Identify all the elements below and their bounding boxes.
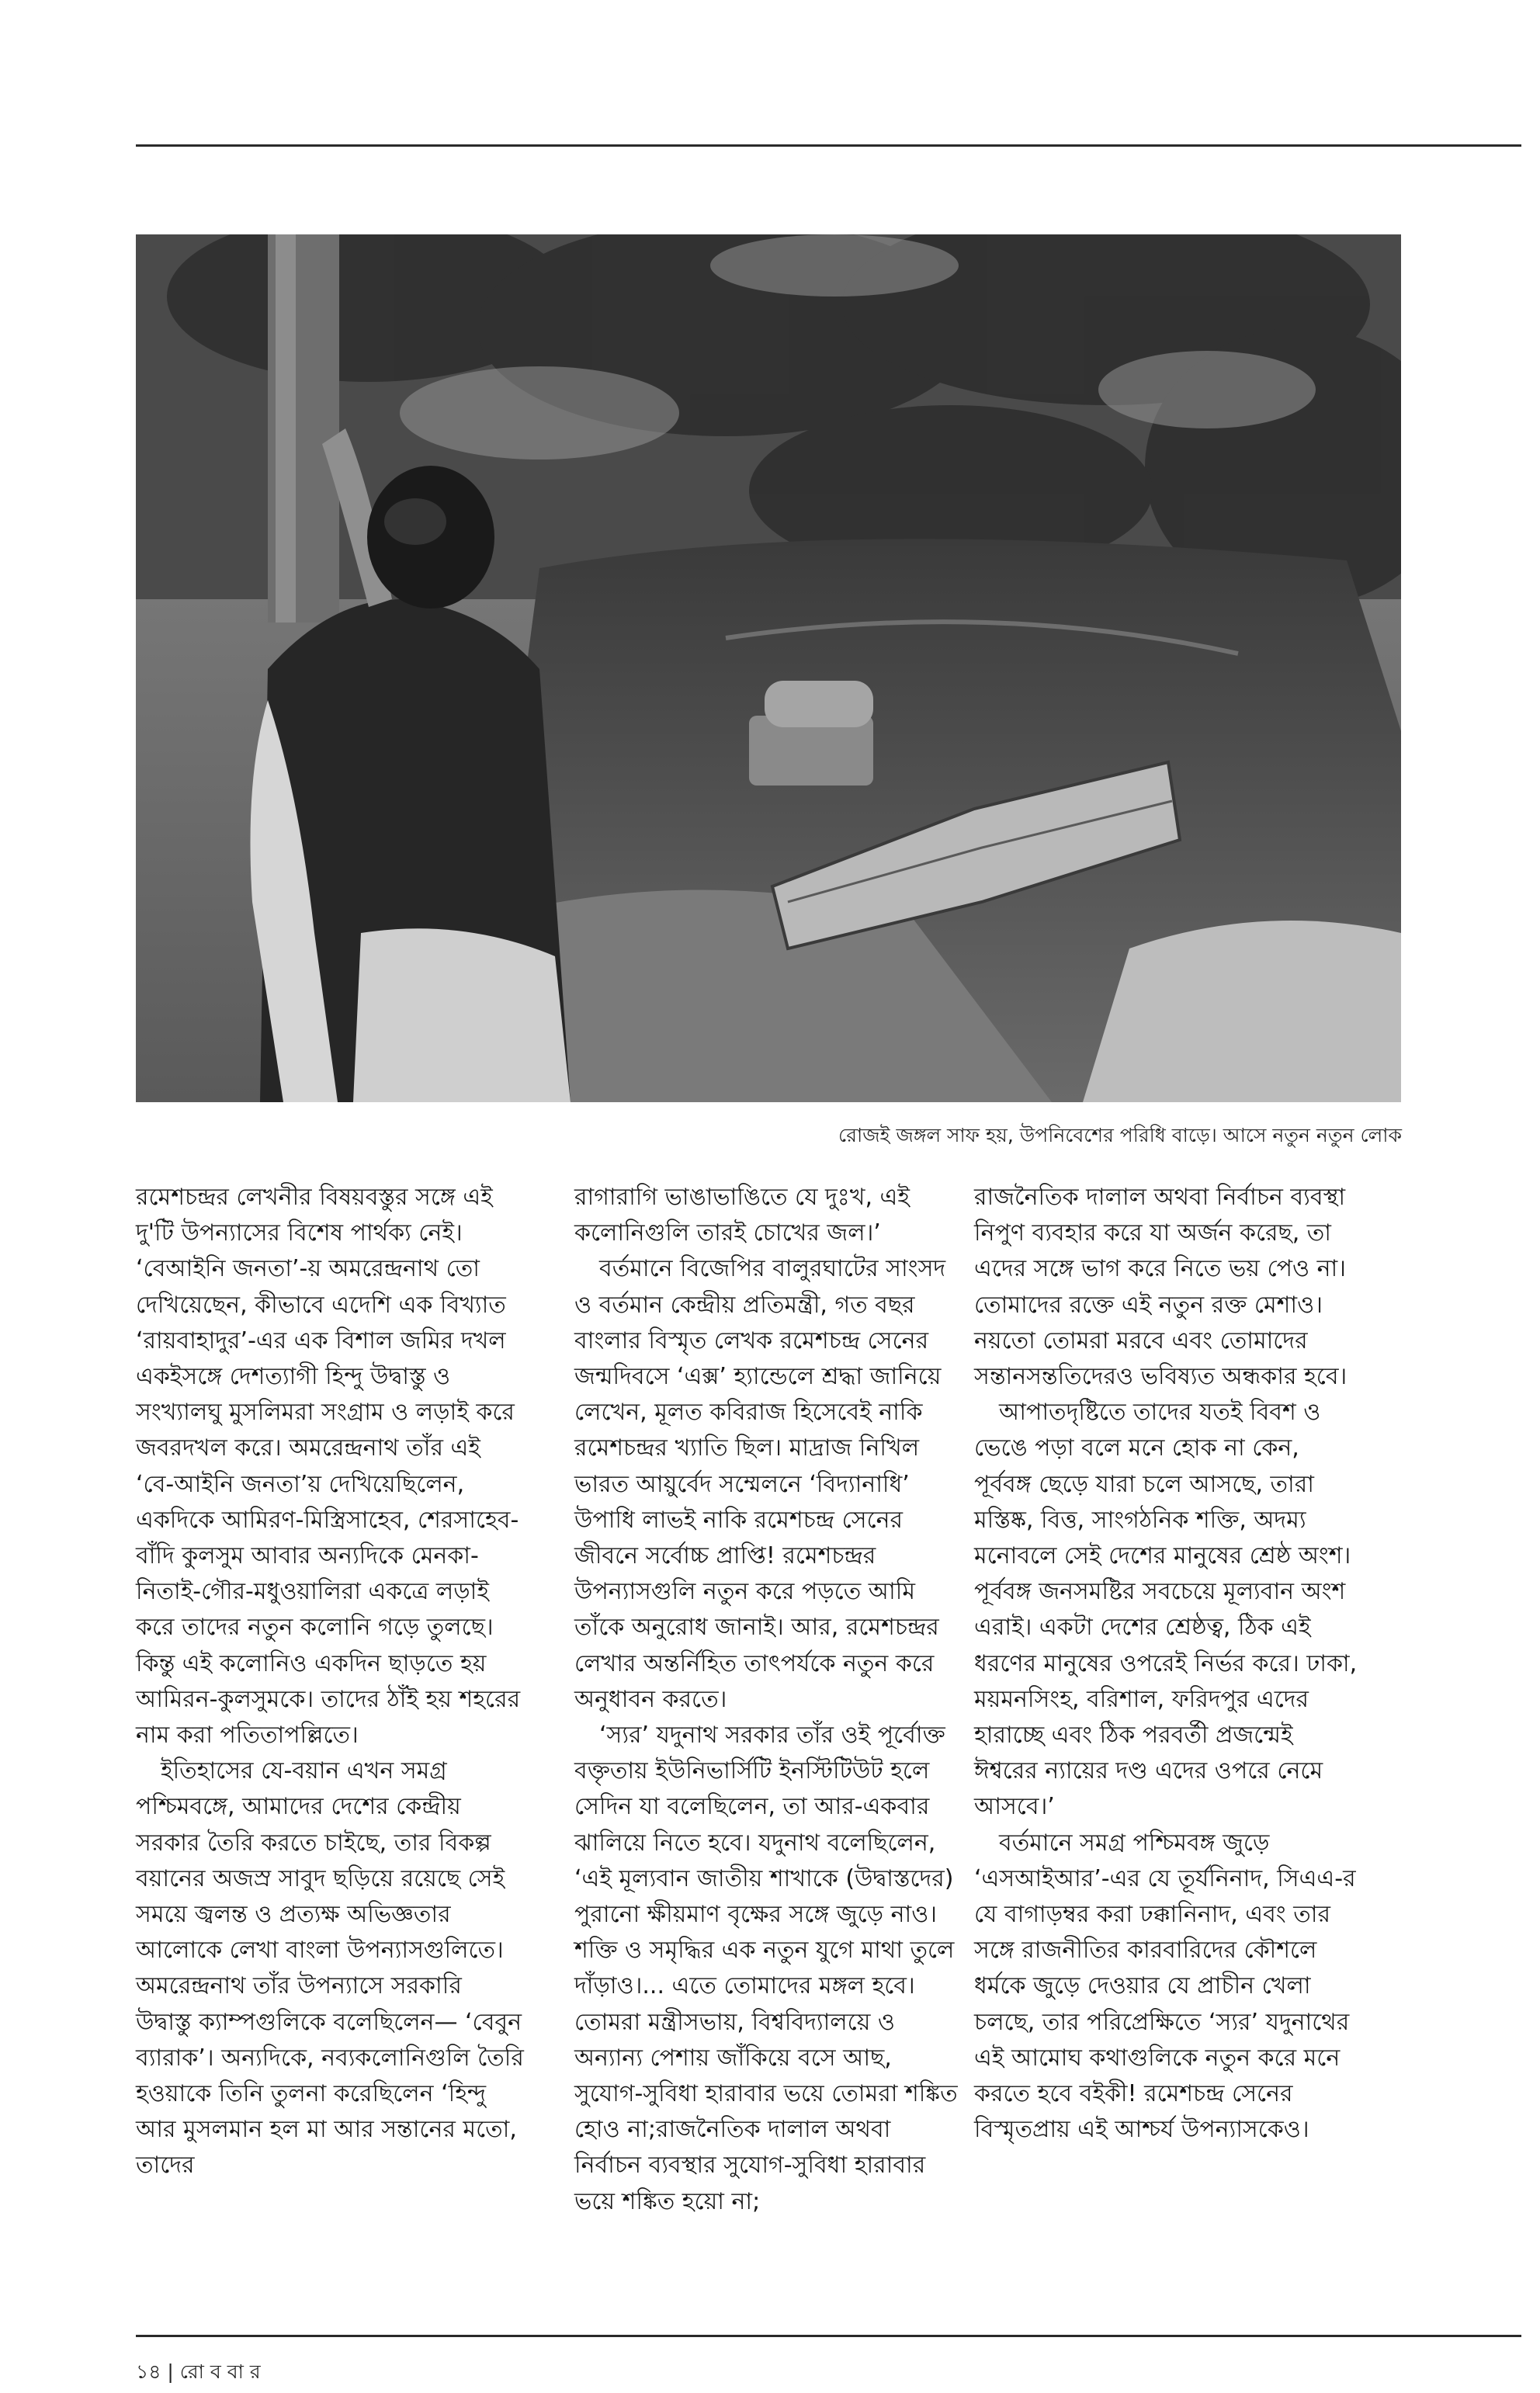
text-column-1 — [136, 1180, 524, 2184]
paragraph: বর্তমানে বিজেপির বালুরঘাটের সাংসদ ও বর্তমান কেন্দ্রীয় প্রতিমন্ত্রী, গত বছর বাংলার বিস্মৃত লেখক রমেশচন্দ্র সেনের জন্মদিবসে ‘এক্স’ হ্যান্ডেলে শ্রদ্ধা জানিয়ে লেখেন, মূলত কবিরাজ হিসেবেই নাকি রমেশচন্দ্রর খ্যাতি ছিল। মাদ্রাজ নিখিল ভারত আয়ুর্বেদ সম্মেলনে ‘বিদ্যানাধি’ উপাধি লাভই নাকি রমেশচন্দ্র সেনের জীবনে সর্বোচ্চ প্রাপ্তি! রমেশচন্দ্রর উপন্যাসগুলি নতুন করে পড়তে আমি তাঁকে অনুরোধ জানাই। আর, রমেশচন্দ্রর লেখার অন্তর্নিহিত তাৎপর্যকে নতুন করে অনুধাবন করতে। — [574, 1255, 946, 1713]
paragraph: রাজনৈতিক দালাল অথবা নির্বাচন ব্যবস্থা নিপুণ ব্যবহার করে যা অর্জন করেছ, তা এদের সঙ্গে ভাগ করে নিতে ভয় পেও না। তোমাদের রক্তে এই নতুন রক্ত মেশাও। নয়তো তোমরা মরবে এবং তোমাদের সন্তানসন্ততিদেরও ভবিষ্যত অন্ধকার হবে। — [974, 1184, 1348, 1391]
text-column-2 — [574, 1180, 962, 2220]
paragraph: বর্তমানে সমগ্র পশ্চিমবঙ্গ জুড়ে ‘এসআইআর’-এর যে তূর্যনিনাদ, সিএএ-র যে বাগাড়ম্বর করা ঢক্কানিনাদ, এবং তার সঙ্গে রাজনীতির কারবারিদের কৌশলে ধর্মকে জুড়ে দেওয়ার যে প্রাচীন খেলা চলছে, তার পরিপ্রেক্ষিতে ‘স্যর’ যদুনাথের এই আমোঘ কথাগুলিকে নতুন করে মনে করতে হবে বইকী! রমেশচন্দ্র সেনের বিস্মৃতপ্রায় এই আশ্চর্য উপন্যাসকেও। — [974, 1829, 1356, 2144]
paragraph: রমেশচন্দ্রর লেখনীর বিষয়বস্তুর সঙ্গে এই দু'টি উপন্যাসের বিশেষ পার্থক্য নেই। ‘বেআইনি জনতা’-য় অমরেন্দ্রনাথ তো দেখিয়েছেন, কীভাবে এদেশি এক বিখ্যাত ‘রায়বাহাদুর’-এর এক বিশাল জমির দখল একইসঙ্গে দেশত্যাগী হিন্দু উদ্বাস্তু ও সংখ্যালঘু মুসলিমরা সংগ্রাম ও লড়াই করে জবরদখল করে। অমরেন্দ্রনাথ তাঁর এই ‘বে-আইনি জনতা’য় দেখিয়েছিলেন, একদিকে আমিরণ-মিস্ত্রিসাহেব, শেরসাহেব-বাঁদি কুলসুম আবার অন্যদিকে মেনকা-নিতাই-গৌর-মধুওয়ালিরা একত্রে লড়াই করে তাদের নতুন কলোনি গড়ে তুলছে। কিন্তু এই কলোনিও একদিন ছাড়তে হয় আমিরন-কুলসুমকে। তাদের ঠাঁই হয় শহরের নাম করা পতিতাপল্লিতে। — [136, 1184, 521, 1750]
page-folio: ১৪ | রো ব বা র — [136, 2360, 261, 2383]
paragraph: আপাতদৃষ্টিতে তাদের যতই বিবশ ও ভেঙে পড়া বলে মনে হোক না কেন, পূর্ববঙ্গ ছেড়ে যারা চলে আসছে, তারা মস্তিষ্ক, বিত্ত, সাংগঠনিক শক্তি, অদম্য মনোবলে সেই দেশের মানুষের শ্রেষ্ঠ অংশ। পূর্ববঙ্গ জনসমষ্টির সবচেয়ে মূল্যবান অংশ এরাই। একটা দেশের শ্রেষ্ঠত্ব, ঠিক এই ধরণের মানুষের ওপরেই নির্ভর করে। ঢাকা, ময়মনসিংহ, বরিশাল, ফরিদপুর এদের হারাচ্ছে এবং ঠিক পরবর্তী প্রজন্মেই ঈশ্বরের ন্যায়ের দণ্ড এদের ওপরে নেমে আসবে।’ — [974, 1399, 1358, 1821]
paragraph: ‘স্যর’ যদুনাথ সরকার তাঁর ওই পূর্বোক্ত বক্তৃতায় ইউনিভার্সিটি ইনস্টিটিউট হলে সেদিন যা বলেছিলেন, তা আর-একবার ঝালিয়ে নিতে হবে। যদুনাথ বলেছিলেন, ‘এই মূল্যবান জাতীয় শাখাকে (উদ্বাস্তদের) পুরানো ক্ষীয়মাণ বৃক্ষের সঙ্গে জুড়ে নাও। শক্তি ও সমৃদ্ধির এক নতুন যুগে মাথা তুলে দাঁড়াও।... এতে তোমাদের মঙ্গল হবে। তোমরা মন্ত্রীসভায়, বিশ্ববিদ্যালয়ে ও অন্যান্য পেশায় জাঁকিয়ে বসে আছ, সুযোগ-সুবিধা হারাবার ভয়ে তোমরা শঙ্কিত হোও না;রাজনৈতিক দালাল অথবা নির্বাচন ব্যবস্থার সুযোগ-সুবিধা হারাবার ভয়ে শঙ্কিত হয়ো না; — [574, 1722, 958, 2215]
top-rule — [136, 144, 1521, 147]
text-column-3 — [974, 1180, 1362, 2148]
bottom-rule — [136, 2335, 1521, 2337]
photo-caption: রোজই জঙ্গল সাফ হয়, উপনিবেশের পরিধি বাড়ে। আসে নতুন নতুন লোক — [838, 1124, 1402, 1146]
paragraph: ইতিহাসের যে-বয়ান এখন সমগ্র পশ্চিমবঙ্গে, আমাদের দেশের কেন্দ্রীয় সরকার তৈরি করতে চাইছে, তার বিকল্প বয়ানের অজস্র সাবুদ ছড়িয়ে রয়েছে সেই সময়ে জ্বলন্ত ও প্রত্যক্ষ অভিজ্ঞতার আলোকে লেখা বাংলা উপন্যাসগুলিতে। অমরেন্দ্রনাথ তাঁর উপন্যাসে সরকারি উদ্বাস্তু ক্যাম্পগুলিকে বলেছিলেন— ‘বেবুন ব্যারাক’। অন্যদিকে, নব্যকলোনিগুলি তৈরি হওয়াকে তিনি তুলনা করেছিলেন ‘হিন্দু আর মুসলমান হল মা আর সন্তানের মতো, তাদের — [136, 1757, 524, 2180]
article-photo — [136, 234, 1401, 1102]
paragraph: রাগারাগি ভাঙাভাঙিতে যে দুঃখ, এই কলোনিগুলি তারই চোখের জল।’ — [574, 1184, 910, 1247]
